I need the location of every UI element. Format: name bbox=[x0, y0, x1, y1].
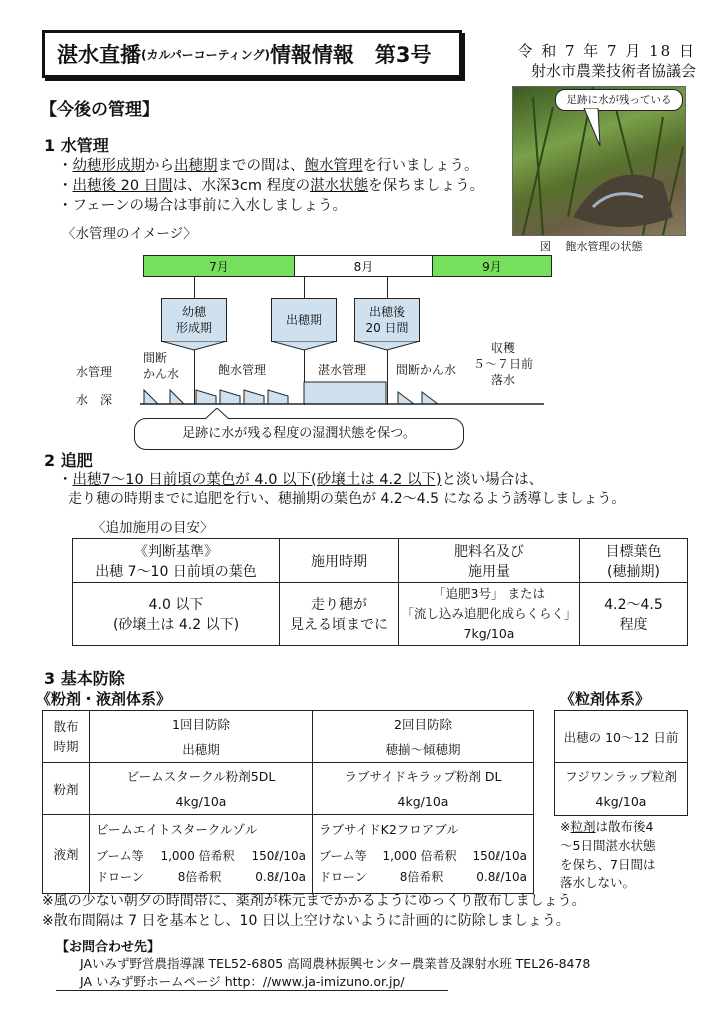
granule-note bbox=[560, 818, 694, 893]
photo-callout: 足跡に水が残っている bbox=[555, 89, 683, 111]
cell-fertilizer bbox=[399, 583, 580, 646]
stage-pointer bbox=[271, 341, 337, 351]
water-management-label: 水管理 bbox=[76, 365, 113, 379]
cell-text: ビームエイトスタークルゾル bbox=[96, 822, 258, 837]
table-row bbox=[43, 763, 534, 815]
text: から bbox=[145, 158, 174, 174]
cell-text: ラブサイドキラップ粉剤 DL bbox=[344, 768, 502, 784]
table-row bbox=[43, 711, 534, 763]
cell-text: ドローン bbox=[96, 870, 144, 885]
month-september: 9月 bbox=[432, 255, 552, 277]
cell-text: 0.8ℓ/10a bbox=[255, 870, 306, 885]
intermittent-label-2: 間断かん水 bbox=[396, 363, 457, 377]
cell-text: 穂揃～傾穂期 bbox=[385, 741, 461, 757]
cell-text: フジワンラップ粒剤 bbox=[565, 769, 677, 784]
cell-text: 4kg/10a bbox=[595, 794, 647, 809]
water-depth-label: 水 深 bbox=[76, 393, 113, 407]
fert-line-1 bbox=[58, 468, 543, 489]
bullet: ・ bbox=[58, 178, 73, 194]
term-heading-stage: 出穂期 bbox=[174, 158, 218, 174]
header-target-color bbox=[580, 539, 688, 583]
cell-text: 4.2～4.5 bbox=[604, 597, 663, 613]
liquid-first bbox=[90, 815, 313, 894]
cell-text: 8倍希釈 bbox=[177, 870, 222, 885]
cell-text: 目標葉色 bbox=[605, 543, 662, 560]
bullet: ・ bbox=[58, 158, 73, 174]
flooded-label: 湛水管理 bbox=[318, 363, 367, 377]
saturated-label: 飽水管理 bbox=[218, 363, 267, 377]
pest-note-2: ※散布間隔は 7 日を基本とし、10 日以上空けないように計画的に防除しましょう。 bbox=[42, 913, 570, 929]
title-main: 湛水直播 bbox=[57, 43, 141, 67]
cell-text: 《判断基準》 bbox=[134, 543, 218, 560]
label-liquid: 液剤 bbox=[43, 815, 90, 894]
label-powder: 粉剤 bbox=[43, 763, 90, 815]
term-leaf-color-threshold: 出穂7～10 日前頃の葉色が 4.0 以下(砂壌土は 4.2 以下) bbox=[72, 472, 442, 488]
water-pulse bbox=[244, 390, 264, 404]
granule-timing: 出穂の 10～12 日前 bbox=[555, 711, 688, 763]
cell-text: 「追肥3号」 または bbox=[433, 586, 545, 601]
cell-text: 「流し込み追肥化成らくらく」 bbox=[401, 606, 577, 621]
cell-text: 走り穂が bbox=[311, 597, 367, 613]
cell-criteria bbox=[73, 583, 280, 646]
second-spray bbox=[313, 711, 534, 763]
term-after-heading: 出穂後 20 日間 bbox=[72, 178, 173, 194]
newsletter-title bbox=[42, 30, 462, 78]
cell-timing bbox=[280, 583, 399, 646]
cell-text: (砂壌土は 4.2 以下) bbox=[112, 617, 240, 633]
water-pulse bbox=[398, 392, 414, 404]
cell-text: 4kg/10a bbox=[175, 793, 227, 809]
table-row bbox=[73, 539, 688, 583]
cell-text: 4.0 以下 bbox=[148, 597, 204, 613]
cell-text: 1回目防除 bbox=[172, 716, 230, 732]
cell-text: 出穂 7～10 日前頃の葉色 bbox=[95, 563, 257, 580]
granule-table bbox=[554, 710, 688, 816]
text: までの間は、 bbox=[217, 158, 305, 174]
water-pulse bbox=[170, 390, 184, 404]
label-timing: 散布 時期 bbox=[43, 711, 90, 763]
water-line-3: ・フェーンの場合は事前に入水しましょう。 bbox=[58, 198, 347, 214]
fert-table-heading: 〈追加施用の目安〉 bbox=[92, 520, 214, 536]
moisture-note: 足跡に水が残る程度の湿潤状態を保つ。 bbox=[134, 418, 464, 450]
title-rest: 情報情報 第3号 bbox=[269, 43, 432, 67]
fert-table bbox=[72, 538, 688, 646]
powder-first bbox=[90, 763, 313, 815]
term-granule: 粒剤 bbox=[570, 819, 596, 834]
cell-text: ブーム等 bbox=[319, 848, 367, 863]
cell-text: 1,000 倍希釈 bbox=[160, 848, 235, 863]
water-pulse bbox=[144, 390, 158, 404]
contact-underline bbox=[56, 990, 448, 991]
header-fertilizer bbox=[399, 539, 580, 583]
cell-text: 程度 bbox=[619, 617, 648, 633]
header-criteria bbox=[73, 539, 280, 583]
table-row bbox=[73, 583, 688, 646]
stage-panicle: 幼穂 形成期 bbox=[161, 298, 227, 342]
liquid-second bbox=[313, 815, 534, 894]
contact-heading: 【お問合わせ先】 bbox=[56, 940, 161, 955]
table-row bbox=[43, 815, 534, 894]
term-panicle-stage: 幼穂形成期 bbox=[72, 158, 145, 174]
contact-line-1: JAいみず野営農指導課 TEL52-6805 高岡農林振興センター農業普及課射水班 TEL26-8478 bbox=[80, 956, 591, 971]
water-image-heading: 〈水管理のイメージ〉 bbox=[62, 226, 197, 242]
water-line-2 bbox=[58, 174, 484, 195]
pest-heading: 3 基本防除 bbox=[44, 669, 125, 688]
pest-note-1: ※風の少ない朝夕の時間帯に、薬剤が株元までかかるようにゆっくり散布しましょう。 bbox=[42, 893, 586, 909]
granule-system-heading: 《粒剤体系》 bbox=[560, 690, 651, 708]
month-august: 8月 bbox=[295, 255, 432, 277]
harvest-drain-label: 収穫 ５～７日前 落水 bbox=[473, 341, 534, 388]
photo-caption: 図 飽水管理の状態 bbox=[540, 240, 643, 253]
cell-text: 肥料名及び bbox=[454, 543, 524, 560]
cell-text: 150ℓ/10a bbox=[251, 848, 306, 863]
stage-after-heading: 出穂後 20 日間 bbox=[354, 298, 420, 342]
stage-pointer bbox=[354, 341, 420, 351]
cell-text: 0.8ℓ/10a bbox=[476, 870, 527, 885]
water-pulse bbox=[220, 390, 240, 404]
cell-text: 施用量 bbox=[468, 563, 510, 580]
term-saturated-management: 飽水管理 bbox=[304, 158, 363, 174]
cell-text: 1,000 倍希釈 bbox=[382, 848, 457, 863]
cell-text: (穂揃期) bbox=[607, 563, 660, 580]
spray-table bbox=[42, 710, 534, 894]
text: を保ちましょう。 bbox=[368, 178, 485, 194]
title-small: (カルパーコーティング) bbox=[141, 47, 270, 62]
intermittent-label-1: 間断 かん水 bbox=[143, 351, 180, 382]
cell-text: ドローン bbox=[319, 870, 367, 885]
contact-website[interactable]: JA いみず野ホームページ http：//www.ja-imizuno.or.jp/ bbox=[80, 974, 405, 989]
cell-text: ラブサイドK2フロアブル bbox=[319, 822, 459, 837]
callout-pointer bbox=[580, 108, 610, 148]
cell-text: 150ℓ/10a bbox=[472, 848, 527, 863]
issue-date: 令 和 7 年 7 月 18 日 bbox=[517, 42, 696, 60]
text: は、水深3cm 程度の bbox=[172, 178, 311, 194]
table-row bbox=[555, 711, 688, 763]
cell-text: 8倍希釈 bbox=[399, 870, 444, 885]
granule-product bbox=[555, 763, 688, 816]
water-pulse bbox=[422, 392, 438, 404]
section-title: 【今後の管理】 bbox=[40, 100, 159, 120]
note-pointer bbox=[205, 408, 229, 420]
bullet: ・ bbox=[58, 472, 73, 488]
water-pulse bbox=[196, 390, 216, 404]
fert-line-2: 走り穂の時期までに追肥を行い、穂揃期の葉色が 4.2～4.5 になるよう誘導しましょう。 bbox=[68, 491, 626, 507]
stage-heading: 出穂期 bbox=[271, 298, 337, 342]
water-heading: 1 水管理 bbox=[44, 136, 109, 155]
header-timing: 施用時期 bbox=[280, 539, 399, 583]
cell-text: 見える頃までに bbox=[290, 617, 388, 633]
water-depth-chart bbox=[140, 378, 550, 408]
cell-text: 出穂期 bbox=[182, 741, 220, 757]
powder-system-heading: 《粉剤・液剤体系》 bbox=[36, 690, 172, 708]
table-row bbox=[555, 763, 688, 816]
cell-text: ビームスタークル粉剤5DL bbox=[126, 768, 276, 784]
note-mark: ※ bbox=[560, 819, 571, 834]
fert-heading: 2 追肥 bbox=[44, 451, 93, 470]
term-flooded-state: 湛水状態 bbox=[310, 178, 369, 194]
cell-text: 4kg/10a bbox=[397, 793, 449, 809]
powder-second bbox=[313, 763, 534, 815]
first-spray bbox=[90, 711, 313, 763]
cell-target-color bbox=[580, 583, 688, 646]
note-text: は散布後4 ～5日間湛水状態 を保ち、7日間は 落水しない。 bbox=[560, 819, 656, 891]
organization: 射水市農業技術者協議会 bbox=[530, 62, 696, 80]
flooded-block bbox=[304, 382, 386, 404]
text: と淡い場合は、 bbox=[441, 472, 544, 488]
cell-text: 2回目防除 bbox=[394, 716, 452, 732]
cell-text: ブーム等 bbox=[96, 848, 144, 863]
water-pulse bbox=[268, 390, 288, 404]
water-line-1 bbox=[58, 154, 479, 175]
month-july: 7月 bbox=[143, 255, 295, 277]
cell-text: 7kg/10a bbox=[463, 626, 515, 641]
text: を行いましょう。 bbox=[362, 158, 479, 174]
